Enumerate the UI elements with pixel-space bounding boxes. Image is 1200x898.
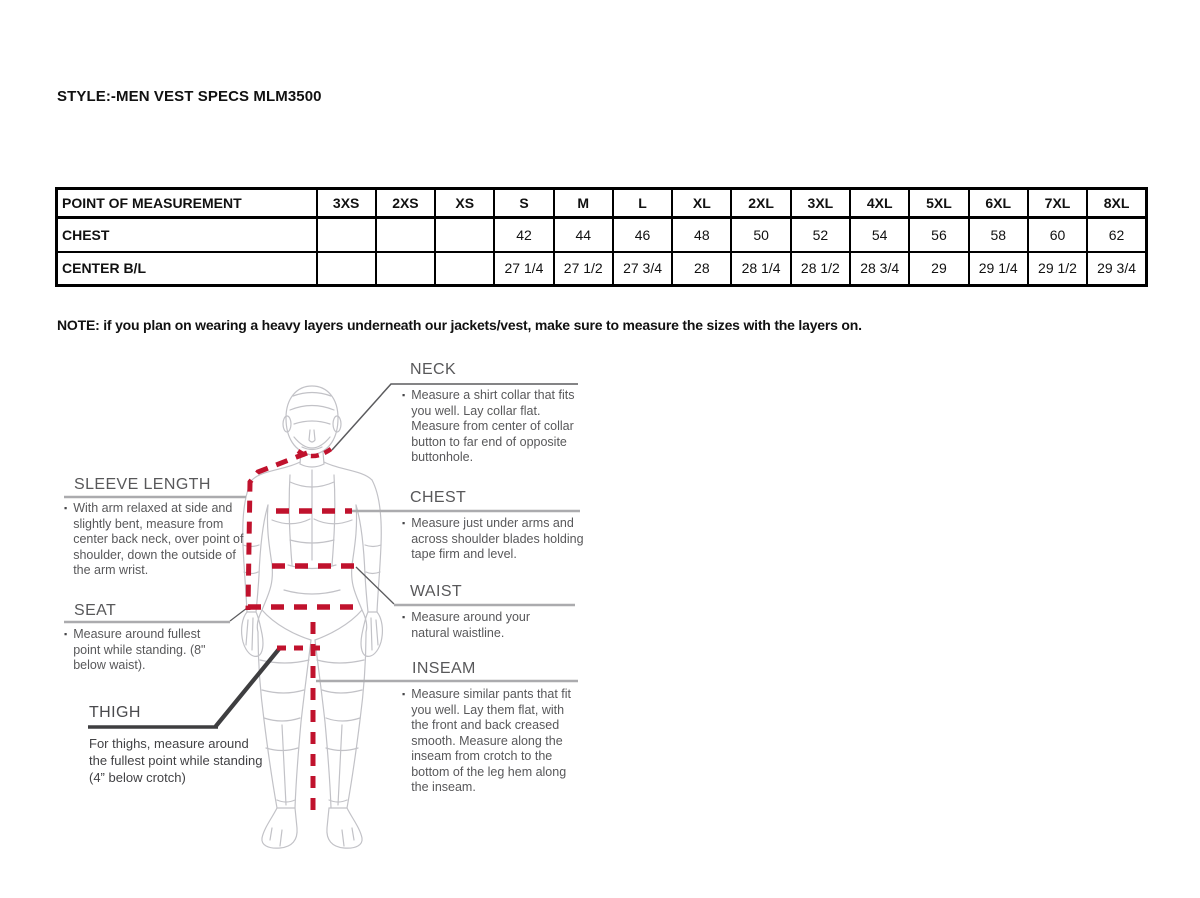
bullet-icon: ▪ [402, 612, 406, 622]
table-cell: 46 [613, 218, 672, 252]
table-header-cell: 2XL [731, 189, 790, 218]
table-cell: 54 [850, 218, 909, 252]
table-cell: 44 [554, 218, 613, 252]
page-title: STYLE:-MEN VEST SPECS MLM3500 [57, 88, 322, 105]
neck-description: ▪ Measure a shirt collar that fits you well. Lay collar flat. Measure from center of collar button to far end of opposite buttonhole. [402, 388, 575, 464]
table-header-cell: XS [435, 189, 494, 218]
table-header-row [57, 189, 1147, 218]
table-header-cell: 4XL [850, 189, 909, 218]
waist-description: ▪ Measure around your natural waistline. [402, 610, 531, 640]
table-cell [317, 218, 376, 252]
seat-heading: SEAT [74, 602, 117, 619]
table-cell: 29 [909, 252, 968, 286]
table-cell: 50 [731, 218, 790, 252]
table-cell: 62 [1087, 218, 1146, 252]
inseam-heading: INSEAM [412, 660, 476, 677]
table-cell: 27 1/2 [554, 252, 613, 286]
table-cell: 27 3/4 [613, 252, 672, 286]
sleeve-length-description: ▪ With arm relaxed at side and slightly bent, measure from center back neck, over point of shoulder, down the outside of the arm wrist. [64, 501, 244, 577]
size-table [55, 187, 1145, 287]
table-cell [317, 252, 376, 286]
bullet-icon: ▪ [64, 503, 68, 513]
bullet-icon: ▪ [402, 390, 406, 400]
table-cell [435, 252, 494, 286]
sleeve-measure-line [248, 453, 307, 610]
table-cell: 52 [791, 218, 850, 252]
table-header-cell: POINT OF MEASUREMENT [57, 189, 317, 218]
table-cell: 48 [672, 218, 731, 252]
neck-heading: NECK [410, 361, 457, 378]
table-header-cell: M [554, 189, 613, 218]
table-cell: 28 1/2 [791, 252, 850, 286]
seat-leader-line [230, 608, 247, 621]
row-label-cell: CHEST [57, 218, 317, 252]
table-header-cell: 3XS [317, 189, 376, 218]
table-header-cell: 6XL [969, 189, 1028, 218]
sleeve-length-heading: SLEEVE LENGTH [74, 476, 211, 493]
table-row [57, 218, 1147, 252]
table-cell: 29 1/2 [1028, 252, 1087, 286]
table-cell: 28 1/4 [731, 252, 790, 286]
table-cell: 58 [969, 218, 1028, 252]
table-cell: 42 [494, 218, 553, 252]
table-cell: 28 3/4 [850, 252, 909, 286]
table-cell: 56 [909, 218, 968, 252]
waist-leader-line [356, 567, 394, 604]
note-text: NOTE: if you plan on wearing a heavy layers underneath our jackets/vest, make sure to measure the sizes with the layers on. [57, 317, 862, 333]
chest-heading: CHEST [410, 489, 467, 506]
seat-description: ▪ Measure around fullest point while standing. (8" below waist). [64, 627, 206, 672]
table-header-cell: XL [672, 189, 731, 218]
neck-measure-line [298, 449, 331, 456]
waist-heading: WAIST [410, 583, 463, 600]
chest-description: ▪ Measure just under arms and across shoulder blades holding tape firm and level. [402, 516, 584, 561]
table-header-cell: S [494, 189, 553, 218]
table-row [57, 252, 1147, 286]
table-cell [376, 218, 435, 252]
thigh-description: For thighs, measure around the fullest point while standing (4” below crotch) [89, 736, 263, 785]
table-cell: 27 1/4 [494, 252, 553, 286]
bullet-icon: ▪ [402, 518, 406, 528]
bullet-icon: ▪ [64, 629, 68, 639]
table-header-cell: 5XL [909, 189, 968, 218]
table-cell: 60 [1028, 218, 1087, 252]
table-cell: 29 1/4 [969, 252, 1028, 286]
table-header-cell: 7XL [1028, 189, 1087, 218]
table-header-cell: 8XL [1087, 189, 1146, 218]
inseam-description: ▪ Measure similar pants that fit you well. Lay them flat, with the front and back creased smooth. Measure along the inseam from crotch to the bottom of the leg hem along the inseam. [402, 687, 571, 794]
table-cell: 28 [672, 252, 731, 286]
table-header-cell: L [613, 189, 672, 218]
table-cell: 29 3/4 [1087, 252, 1146, 286]
row-label-cell: CENTER B/L [57, 252, 317, 286]
table-header-cell: 3XL [791, 189, 850, 218]
bullet-icon: ▪ [402, 689, 406, 699]
thigh-heading: THIGH [89, 704, 141, 721]
table-header-cell: 2XS [376, 189, 435, 218]
table-cell [376, 252, 435, 286]
table-cell [435, 218, 494, 252]
